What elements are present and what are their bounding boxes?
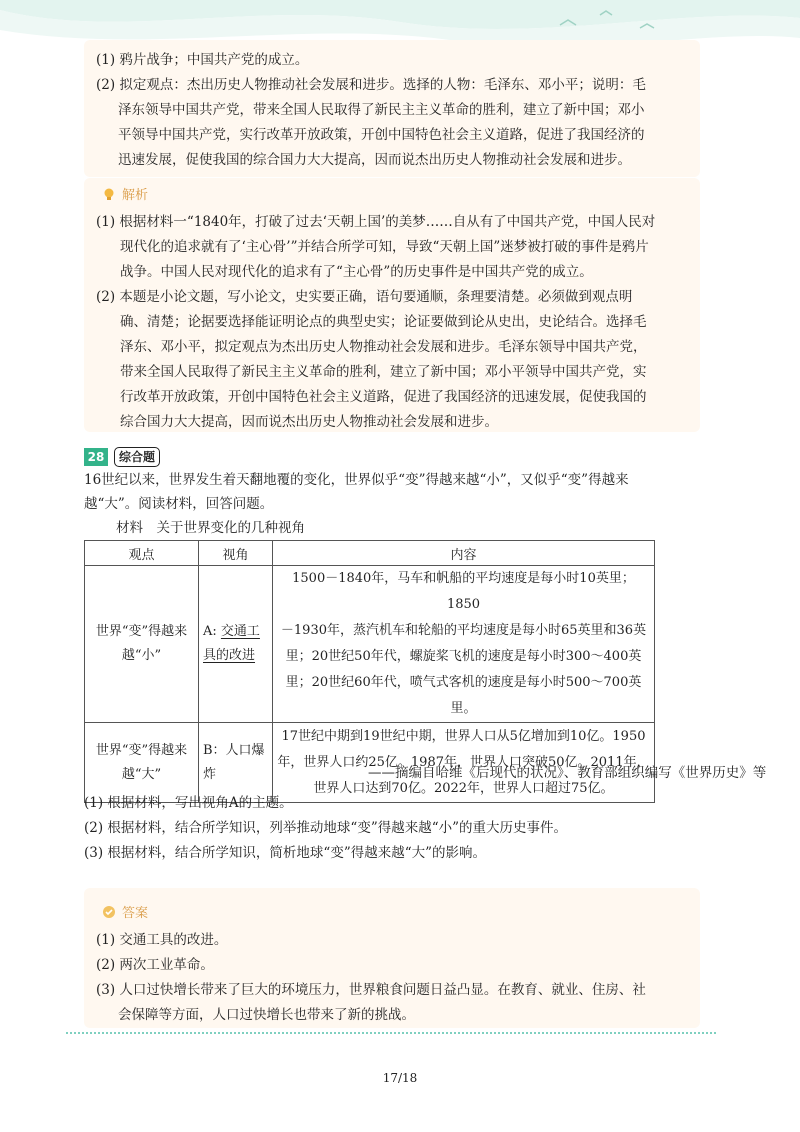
analysis-line: 行改革开放政策，开创中国特色社会主义道路，促进了我国经济的迅速发展，促使我国的	[120, 389, 647, 405]
analysis-label: 解析	[122, 188, 149, 203]
material-source: ——摘编自哈维《后现代的状况》、教育部组织编写《世界历史》等	[368, 765, 767, 781]
analysis-tag	[102, 184, 148, 203]
answer-line: (3) 人口过快增长带来了巨大的环境压力，世界粮食问题日益凸显。在教育、就业、住房、社	[96, 982, 646, 998]
analysis-line: 确、清楚；论据要选择能证明论点的典型史实；论证要做到论从史出，史论结合。选择毛	[120, 314, 647, 330]
answer-label: 答案	[122, 906, 149, 921]
table-header: 观点	[85, 541, 199, 566]
prev-answer-line: 迅速发展，促使我国的综合国力大大提高，因而说杰出历史人物推动社会发展和进步。	[118, 152, 631, 168]
angle-answer: 具的改进	[203, 648, 256, 663]
analysis-line: 泽东、邓小平，拟定观点为杰出历史人物推动社会发展和进步。毛泽东领导中国共产党，	[120, 339, 647, 355]
angle-cell: B：人口爆炸	[199, 723, 273, 803]
page-number: 17/18	[382, 1071, 418, 1085]
check-circle-icon	[102, 905, 116, 919]
content-cell: 17世纪中期到19世纪中期，世界人口从5亿增加到10亿。1950 年，世界人口约25亿。1987年，世界人口突破50亿。2011年， 世界人口达到70亿。2022年，世界人口超过75亿。	[273, 723, 655, 803]
analysis-line: 现代化的追求就有了‘主心骨’”并结合所学可知，导致“天朝上国”迷梦被打破的事件是鸦片	[120, 239, 649, 255]
question-type-badge: 综合题	[114, 447, 160, 467]
analysis-line: 带来全国人民取得了新民主主义革命的胜利，建立了新中国；邓小平领导中国共产党，实	[120, 364, 647, 380]
question-number: 28	[84, 448, 108, 466]
analysis-line: (1) 根据材料一“1840年，打破了过去‘天朝上国’的美梦……自从有了中国共产党，中国人民对	[96, 214, 656, 230]
prev-answer-line: (2) 拟定观点：杰出历史人物推动社会发展和进步。选择的人物：毛泽东、邓小平；说明：毛	[96, 77, 646, 93]
view-cell: 世界“变”得越来 越“大”	[85, 723, 199, 803]
subquestion: (2) 根据材料，结合所学知识，列举推动地球“变”得越来越“小”的重大历史事件。	[84, 820, 568, 836]
answer-line: (1) 交通工具的改进。	[96, 932, 228, 948]
footer-divider	[66, 1032, 716, 1034]
angle-cell: A: 交通工 具的改进	[199, 566, 273, 723]
analysis-line: 战争。中国人民对现代化的追求有了“主心骨”的历史事件是中国共产党的成立。	[120, 264, 593, 280]
question-stem-line: 越“大”。阅读材料，回答问题。	[84, 496, 274, 512]
table-row	[85, 566, 655, 723]
subquestion: (3) 根据材料，结合所学知识，简析地球“变”得越来越“大”的影响。	[84, 845, 487, 861]
question-stem-line: 16世纪以来，世界发生着天翻地覆的变化，世界似乎“变”得越来越“小”，又似乎“变”得越来	[84, 472, 629, 488]
content-cell: 1500－1840年，马车和帆船的平均速度是每小时10英里；1850 －1930年，蒸汽机车和轮船的平均速度是每小时65英里和36英 里；20世纪50年代，螺旋桨飞机的速度是每小时300～400英 里；20世纪60年代，喷气式客机的速度是每小时500～700英 里。	[273, 566, 655, 723]
analysis-line: 综合国力大大提高，因而说杰出历史人物推动社会发展和进步。	[120, 414, 498, 430]
subquestion: (1) 根据材料，写出视角A的主题。	[84, 795, 293, 811]
answer-line: (2) 两次工业革命。	[96, 957, 214, 973]
analysis-line: (2) 本题是小论文题，写小论文，史实要正确，语句要通顺，条理要清楚。必须做到观点明	[96, 289, 633, 305]
answer-line: 会保障等方面，人口过快增长也带来了新的挑战。	[118, 1007, 415, 1023]
table-header: 视角	[199, 541, 273, 566]
lightbulb-icon	[102, 187, 116, 201]
material-title: 材料 关于世界变化的几种视角	[116, 520, 305, 536]
angle-answer: 交通工	[220, 624, 260, 639]
view-cell: 世界“变”得越来 越“小”	[85, 566, 199, 723]
answer-tag	[102, 902, 148, 921]
table-header: 内容	[273, 541, 655, 566]
prev-answer-line: 平领导中国共产党，实行改革开放政策，开创中国特色社会主义道路，促进了我国经济的	[118, 127, 645, 143]
prev-answer-line: (1) 鸦片战争；中国共产党的成立。	[96, 52, 309, 68]
prev-answer-line: 泽东领导中国共产党，带来全国人民取得了新民主主义革命的胜利，建立了新中国；邓小	[118, 102, 645, 118]
